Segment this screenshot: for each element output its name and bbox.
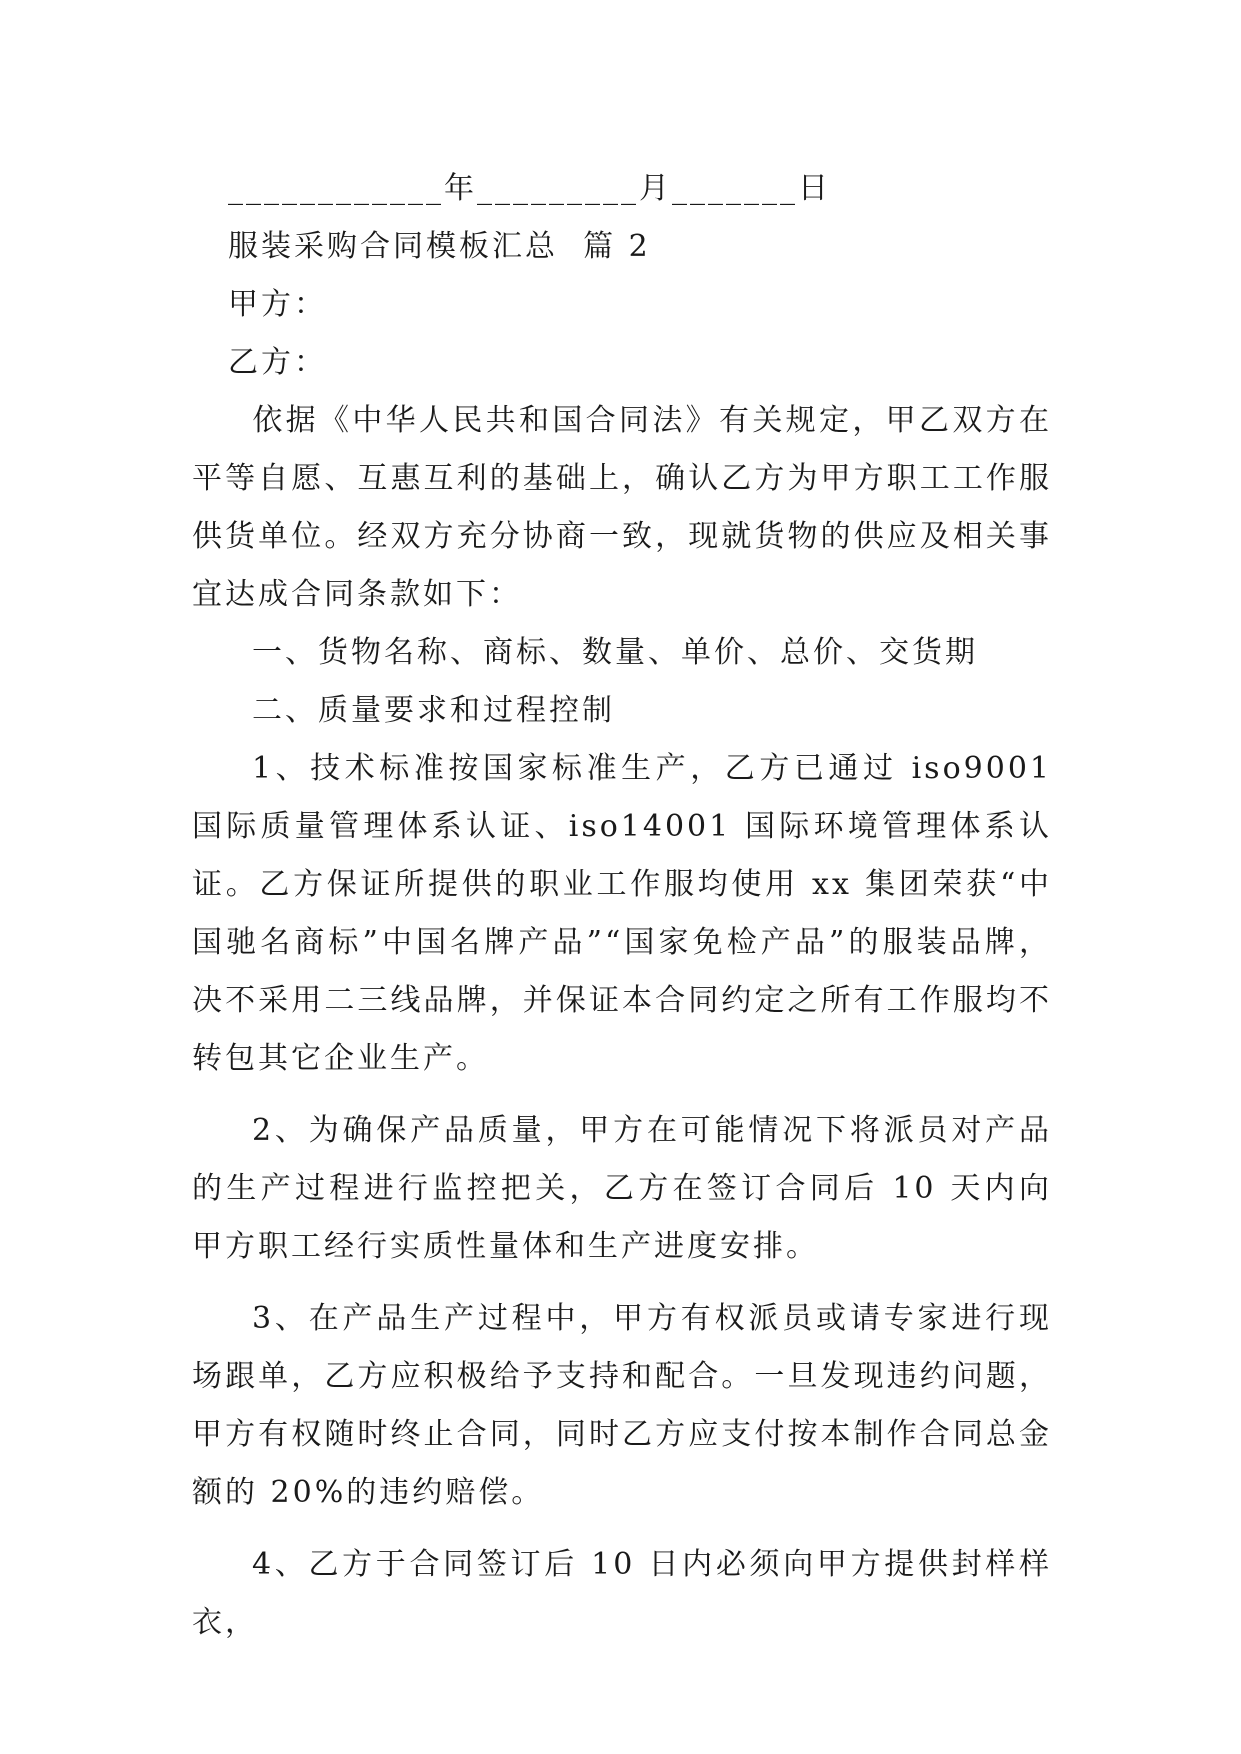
clause-4-paragraph (192, 1536, 1052, 1652)
clause-1-paragraph (192, 740, 1065, 1088)
date-line: ____________年_________月_______日 (228, 171, 831, 206)
preamble-paragraph (192, 392, 1052, 624)
party-b-label: 乙方： (228, 345, 327, 380)
section-heading-2 (192, 682, 1052, 740)
section-heading-1-text: 一、货物名称、商标、数量、单价、总价、交货期 (252, 635, 978, 670)
clause-2-paragraph (192, 1102, 1052, 1276)
section-heading-2-text: 二、质量要求和过程控制 (252, 693, 615, 728)
clause-3-paragraph (192, 1290, 1052, 1522)
clause-1-text: 1、技术标准按国家标准生产，乙方已通过 iso9001 国际质量管理体系认证、iso14001 国际环境管理体系认证。乙方保证所提供的职业工作服均使用 xx 集团荣获“中国驰名商标”中国名牌产品”“国家免检产品”的服装品牌，决不采用二三线品牌，并保证本合同约定之所有工作服均不转包其它企业生产。 (192, 751, 1065, 1076)
document-title: 服装采购合同模板汇总 篇 2 (228, 229, 651, 264)
section-heading-1 (192, 624, 1052, 682)
preamble-text: 依据《中华人民共和国合同法》有关规定，甲乙双方在平等自愿、互惠互利的基础上，确认乙方为甲方职工工作服供货单位。经双方充分协商一致，现就货物的供应及相关事宜达成合同条款如下： (192, 403, 1052, 612)
party-a-label: 甲方： (228, 287, 327, 322)
clause-2-text: 2、为确保产品质量，甲方在可能情况下将派员对产品的生产过程进行监控把关，乙方在签订合同后 10 天内向甲方职工经行实质性量体和生产进度安排。 (192, 1113, 1052, 1264)
document-body (192, 160, 1065, 1652)
clause-4-text: 4、乙方于合同签订后 10 日内必须向甲方提供封样样衣， (192, 1547, 1052, 1640)
clause-3-text: 3、在产品生产过程中，甲方有权派员或请专家进行现场跟单，乙方应积极给予支持和配合。一旦发现违约问题，甲方有权随时终止合同，同时乙方应支付按本制作合同总金额的 20%的违约赔偿。 (192, 1301, 1052, 1510)
